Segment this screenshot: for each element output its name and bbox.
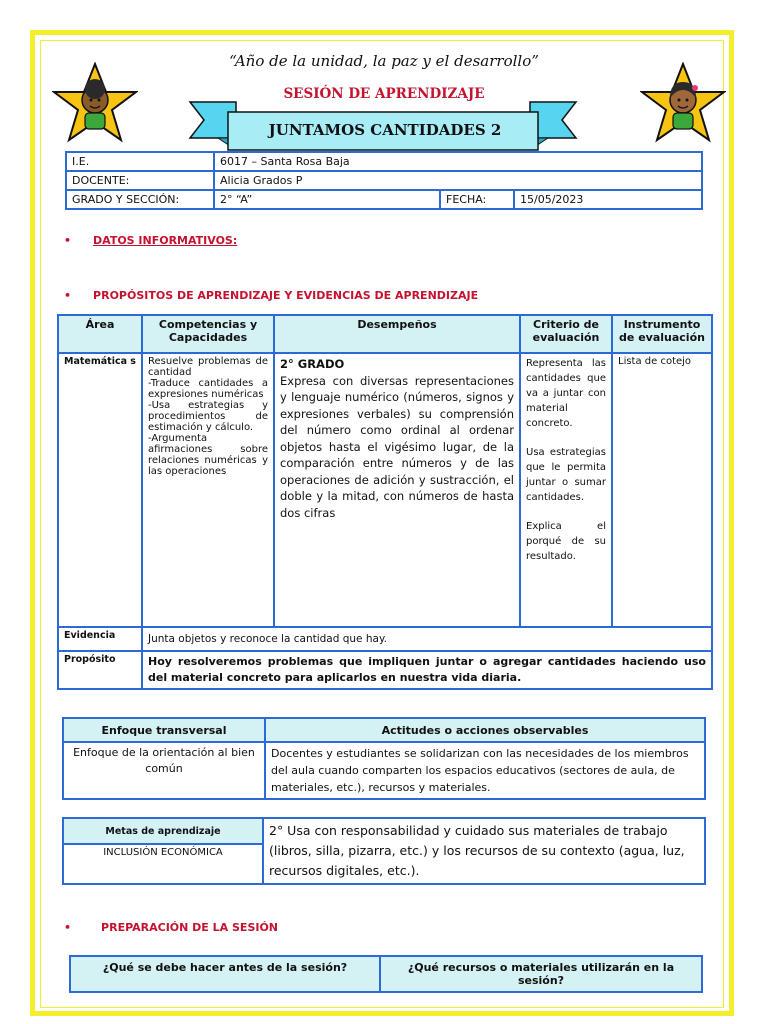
- grado-value: 2° “A”: [214, 190, 440, 209]
- instrumento-cell: Lista de cotejo: [612, 353, 712, 627]
- header-competencias: Competencias y Capacidades: [142, 315, 274, 353]
- star-child-boy-icon: [52, 62, 138, 144]
- actitudes-header: Actitudes o acciones observables: [265, 718, 705, 742]
- enfoque-table: [62, 717, 706, 800]
- desempeno-text: Expresa con diversas representaciones y lenguaje numérico (números, signos y expresiones verbales) su comprensión del número como ordinal al ordenar objetos hasta el vigésimo lugar, de la comparación entre números y de las operaciones de adición y sustracción, el doble y la mitad, con números de hasta dos cifras: [280, 373, 514, 520]
- ie-label: I.E.: [66, 152, 214, 171]
- grado-heading: 2° GRADO: [280, 357, 345, 371]
- competencia-item: -Usa estrategias y procedimientos de estimación y cálculo.: [148, 400, 268, 433]
- motto: “Año de la unidad, la paz y el desarrollo”: [229, 52, 539, 70]
- competencia-item: Resuelve problemas de cantidad: [148, 356, 268, 378]
- prep-antes-header: ¿Qué se debe hacer antes de la sesión?: [70, 956, 380, 992]
- header-instrumento: Instrumento de evaluación: [612, 315, 712, 353]
- page-title: JUNTAMOS CANTIDADES 2: [268, 121, 502, 139]
- metas-table: [62, 817, 706, 885]
- metas-label: Metas de aprendizaje: [63, 818, 263, 844]
- desempeno-cell: [274, 353, 520, 627]
- header-desempenos: Desempeños: [274, 315, 520, 353]
- session-label: SESIÓN DE APRENDIZAJE: [283, 86, 485, 102]
- proposito-text: Hoy resolveremos problemas que impliquen juntar o agregar cantidades haciendo uso del material concreto para aplicarlos en nuestra vida diaria.: [142, 651, 712, 689]
- criterio-item: Representa las cantidades que va a juntar con material concreto.: [526, 358, 606, 429]
- header-area: Área: [58, 315, 142, 353]
- section-propositos: [64, 289, 478, 302]
- section-propositos-label: PROPÓSITOS DE APRENDIZAJE Y EVIDENCIAS DE APRENDIZAJE: [93, 289, 479, 302]
- section-preparacion: [64, 921, 278, 934]
- fecha-value: 15/05/2023: [514, 190, 702, 209]
- prep-recursos-header: ¿Qué recursos o materiales utilizarán en la sesión?: [380, 956, 702, 992]
- docente-value: Alicia Grados P: [214, 171, 702, 190]
- bullet-icon: •: [64, 289, 72, 302]
- competencia-item: -Traduce cantidades a expresiones numéricas: [148, 378, 268, 400]
- grado-label: GRADO Y SECCIÓN:: [66, 190, 214, 209]
- section-preparacion-label: PREPARACIÓN DE LA SESIÓN: [101, 921, 279, 934]
- proposito-label: Propósito: [58, 651, 142, 689]
- evidencia-label: Evidencia: [58, 627, 142, 651]
- evidencia-text: Junta objetos y reconoce la cantidad que hay.: [142, 627, 712, 651]
- info-table: [65, 151, 703, 210]
- header-criterio: Criterio de evaluación: [520, 315, 612, 353]
- metas-text: 2° Usa con responsabilidad y cuidado sus materiales de trabajo (libros, silla, pizarra, etc.) y los recursos de su contexto (agua, luz, recursos digitales, etc.).: [263, 818, 705, 884]
- bullet-icon: •: [64, 921, 72, 934]
- fecha-label: FECHA:: [440, 190, 514, 209]
- actitudes-cell: Docentes y estudiantes se solidarizan con las necesidades de los miembros del aula cuando comparten los espacios educativos (sectores de aula, de materiales, etc.), recursos y materiales.: [265, 742, 705, 799]
- criterio-item: Usa estrategias que le permita juntar o sumar cantidades.: [526, 447, 606, 503]
- metas-sub: INCLUSIÓN ECONÓMICA: [63, 844, 263, 884]
- section-datos: [64, 234, 237, 247]
- competencias-table: [57, 314, 713, 690]
- bullet-icon: •: [64, 234, 72, 247]
- criterio-item: Explica el porqué de su resultado.: [526, 521, 606, 562]
- star-child-girl-icon: [640, 62, 726, 144]
- competencia-item: -Argumenta afirmaciones sobre relaciones numéricas y las operaciones: [148, 433, 268, 477]
- enfoque-cell: Enfoque de la orientación al bien común: [63, 742, 265, 799]
- criterio-cell: [520, 353, 612, 627]
- preparacion-table: [69, 955, 703, 993]
- section-datos-label: DATOS INFORMATIVOS:: [93, 234, 238, 247]
- competencias-cell: [142, 353, 274, 627]
- area-cell: Matemática s: [58, 353, 142, 627]
- ie-value: 6017 – Santa Rosa Baja: [214, 152, 702, 171]
- enfoque-header: Enfoque transversal: [63, 718, 265, 742]
- docente-label: DOCENTE:: [66, 171, 214, 190]
